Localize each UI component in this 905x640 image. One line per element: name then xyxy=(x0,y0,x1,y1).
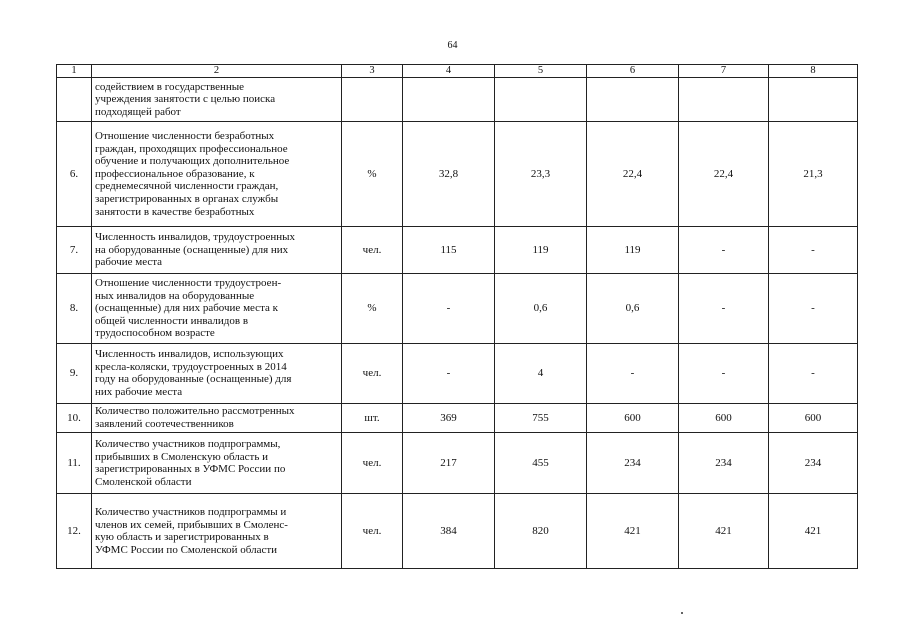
unit-cell: чел. xyxy=(342,343,403,403)
value-cell: - xyxy=(403,343,495,403)
value-cell: 600 xyxy=(587,403,679,432)
value-cell: 0,6 xyxy=(495,274,587,343)
description-line: профессиональное образование, к xyxy=(95,167,255,180)
indicator-description xyxy=(92,343,342,403)
indicators-table xyxy=(56,64,858,569)
description-line: граждан, проходящих профессиональное xyxy=(95,142,288,155)
description-line: Количество участников подпрограммы, xyxy=(95,438,281,451)
row-number: 10. xyxy=(57,403,92,432)
description-line: трудоспособном возрасте xyxy=(95,327,215,340)
unit-cell xyxy=(342,78,403,122)
description-line: рабочие места xyxy=(95,256,163,269)
value-cell xyxy=(769,78,858,122)
value-cell: 384 xyxy=(403,494,495,569)
table-row xyxy=(57,226,858,273)
unit-cell: чел. xyxy=(342,226,403,273)
value-cell: - xyxy=(679,343,769,403)
value-cell: - xyxy=(679,226,769,273)
description-line: среднемесячной численности граждан, xyxy=(95,180,279,193)
column-header: 5 xyxy=(495,65,587,78)
description-line: (оснащенные) для них рабочие места к xyxy=(95,302,278,315)
description-line: членов их семей, прибывших в Смоленс- xyxy=(95,518,288,531)
value-cell: 421 xyxy=(679,494,769,569)
value-cell: 369 xyxy=(403,403,495,432)
column-header: 6 xyxy=(587,65,679,78)
value-cell: 455 xyxy=(495,433,587,494)
indicator-description xyxy=(92,403,342,432)
value-cell: - xyxy=(769,343,858,403)
value-cell: - xyxy=(769,274,858,343)
table-row xyxy=(57,343,858,403)
description-line: кую область и зарегистрированных в xyxy=(95,531,269,544)
value-cell: - xyxy=(769,226,858,273)
unit-cell: % xyxy=(342,122,403,227)
value-cell: 21,3 xyxy=(769,122,858,227)
value-cell: 217 xyxy=(403,433,495,494)
description-line: Отношение численности безработных xyxy=(95,130,275,143)
column-header: 1 xyxy=(57,65,92,78)
value-cell: 234 xyxy=(679,433,769,494)
description-line: подходящей работ xyxy=(95,105,181,118)
description-line: Численность инвалидов, трудоустроенных xyxy=(95,231,296,244)
row-number: 7. xyxy=(57,226,92,273)
value-cell: 119 xyxy=(587,226,679,273)
column-header: 2 xyxy=(92,65,342,78)
description-line: общей численности инвалидов в xyxy=(95,314,249,327)
value-cell: - xyxy=(403,274,495,343)
indicator-description xyxy=(92,433,342,494)
indicator-description xyxy=(92,494,342,569)
description-line: Отношение численности трудоустроен- xyxy=(95,276,282,289)
row-number: 11. xyxy=(57,433,92,494)
value-cell: 600 xyxy=(679,403,769,432)
unit-cell: чел. xyxy=(342,494,403,569)
scan-speck xyxy=(681,612,683,614)
value-cell: 115 xyxy=(403,226,495,273)
value-cell: 22,4 xyxy=(587,122,679,227)
table-row xyxy=(57,403,858,432)
row-number: 6. xyxy=(57,122,92,227)
row-number xyxy=(57,78,92,122)
description-line: учреждения занятости с целью поиска xyxy=(95,93,276,106)
row-number: 9. xyxy=(57,343,92,403)
description-line: Численность инвалидов, использующих xyxy=(95,348,284,361)
indicator-description xyxy=(92,226,342,273)
value-cell xyxy=(679,78,769,122)
value-cell: 820 xyxy=(495,494,587,569)
table-row xyxy=(57,78,858,122)
description-line: содействием в государственные xyxy=(95,80,245,93)
description-line: Количество участников подпрограммы и xyxy=(95,506,287,519)
table-row xyxy=(57,433,858,494)
value-cell: 32,8 xyxy=(403,122,495,227)
description-line: зарегистрированных в УФМС России по xyxy=(95,463,286,476)
value-cell: 755 xyxy=(495,403,587,432)
value-cell: 4 xyxy=(495,343,587,403)
value-cell: 234 xyxy=(587,433,679,494)
value-cell xyxy=(587,78,679,122)
description-line: зарегистрированных в органах службы xyxy=(95,193,279,205)
value-cell: 234 xyxy=(769,433,858,494)
column-header: 8 xyxy=(769,65,858,78)
description-line: Количество положительно рассмотренных xyxy=(95,405,295,418)
description-line: на оборудованные (оснащенные) для них xyxy=(95,243,289,256)
value-cell: 119 xyxy=(495,226,587,273)
column-header: 3 xyxy=(342,65,403,78)
description-line: ных инвалидов на оборудованные xyxy=(95,289,255,302)
value-cell: - xyxy=(587,343,679,403)
description-line: заявлений соотечественников xyxy=(95,418,234,431)
indicator-description xyxy=(92,122,342,227)
unit-cell: шт. xyxy=(342,403,403,432)
description-line: прибывших в Смоленскую область и xyxy=(95,450,268,463)
value-cell: 22,4 xyxy=(679,122,769,227)
row-number: 8. xyxy=(57,274,92,343)
indicator-description xyxy=(92,78,342,122)
table-row xyxy=(57,122,858,227)
description-line: занятости в качестве безработных xyxy=(95,205,255,218)
value-cell xyxy=(495,78,587,122)
unit-cell: % xyxy=(342,274,403,343)
value-cell: 421 xyxy=(769,494,858,569)
column-header: 4 xyxy=(403,65,495,78)
value-cell: 421 xyxy=(587,494,679,569)
description-line: УФМС России по Смоленской области xyxy=(95,543,278,556)
value-cell: 23,3 xyxy=(495,122,587,227)
row-number: 12. xyxy=(57,494,92,569)
value-cell: - xyxy=(679,274,769,343)
page-number: 64 xyxy=(447,40,458,51)
description-line: году на оборудованные (оснащенные) для xyxy=(95,373,292,386)
table-row xyxy=(57,494,858,569)
table-row xyxy=(57,274,858,343)
unit-cell: чел. xyxy=(342,433,403,494)
value-cell: 600 xyxy=(769,403,858,432)
indicator-description xyxy=(92,274,342,343)
column-number-row xyxy=(57,65,858,78)
description-line: Смоленской области xyxy=(95,475,192,488)
column-header: 7 xyxy=(679,65,769,78)
value-cell xyxy=(403,78,495,122)
description-line: них рабочие места xyxy=(95,385,183,398)
description-line: кресла-коляски, трудоустроенных в 2014 xyxy=(95,360,287,373)
description-line: обучение и получающих дополнительное xyxy=(95,155,290,168)
value-cell: 0,6 xyxy=(587,274,679,343)
